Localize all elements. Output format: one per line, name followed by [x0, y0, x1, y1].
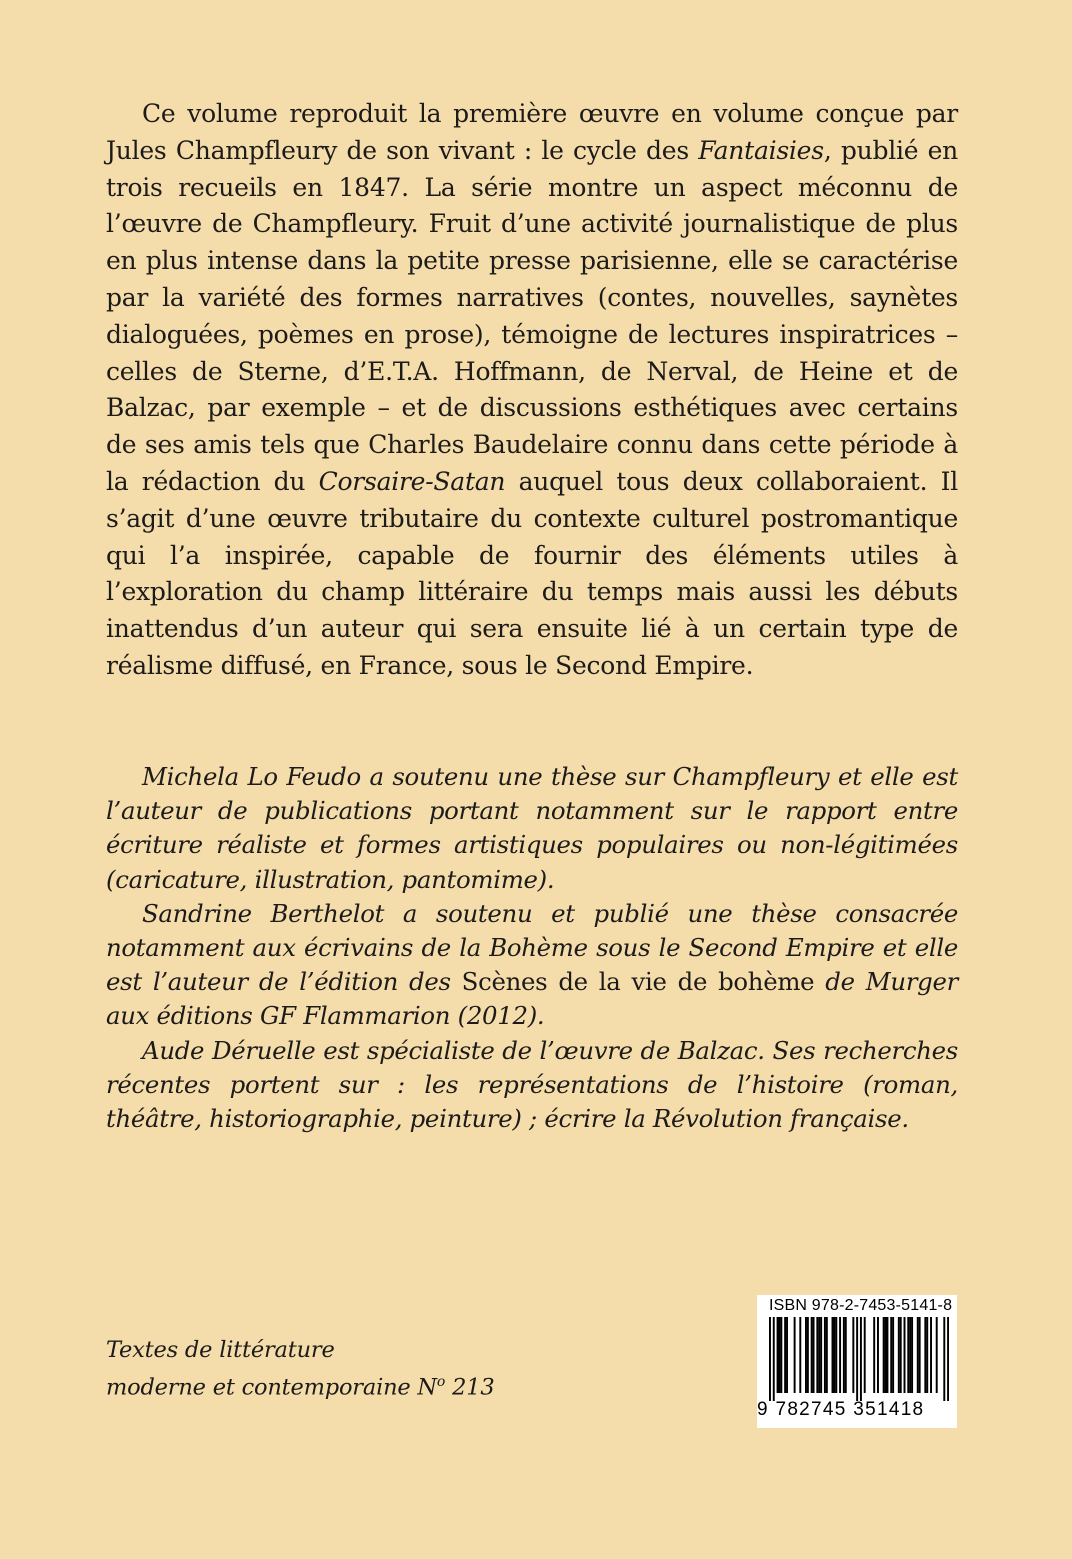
barcode-bar: [885, 1317, 887, 1393]
barcode-bar: [926, 1317, 928, 1393]
series-number: 213: [445, 1374, 495, 1401]
barcode-bar: [816, 1317, 818, 1393]
bio-berthelot-text-2: de Murger aux éditions GF Flammarion (2012).: [106, 967, 958, 1031]
bio-michela-lo-feudo: Michela Lo Feudo a soutenu une thèse sur Champfleury et elle est l’auteur de publications portant notamment sur le rapport entre écriture réaliste et formes artistiques populaires ou non-légitimées (caricature, illustration, pantomime).: [106, 762, 958, 894]
barcode-bar: [900, 1317, 902, 1393]
barcode-bar: [943, 1317, 945, 1401]
summary-paragraph: [106, 96, 958, 685]
series-line-2-text: moderne et contemporaine N: [106, 1374, 437, 1401]
series-line-2: [106, 1366, 494, 1404]
author-bios: [106, 760, 958, 1136]
barcode-bar: [833, 1317, 835, 1393]
barcode-bar: [892, 1317, 894, 1393]
summary-text-3: auquel tous deux collaboraient. Il s’agit d’une œuvre tributaire du contexte culturel postromantique qui l’a inspirée, capable de fournir des éléments utiles à l’exploration du champ littéraire du temps mais aussi les débuts inattendus d’un auteur qui sera ensuite lié à un certain type de réalisme diffusé, en France, sous le Second Empire.: [106, 466, 958, 680]
bio-sandrine-berthelot: [106, 897, 958, 1034]
barcode-bar: [883, 1317, 885, 1393]
barcode-bar: [835, 1317, 837, 1393]
barcode-bar: [930, 1317, 932, 1393]
barcode-bar: [864, 1317, 866, 1393]
barcode-bar: [813, 1317, 815, 1393]
barcode-bar: [852, 1317, 854, 1393]
barcode-bar: [845, 1317, 847, 1393]
barcode-bar: [832, 1317, 834, 1393]
isbn-barcode: [757, 1295, 957, 1428]
barcode-bar: [947, 1317, 949, 1401]
barcode-bar: [778, 1317, 780, 1393]
barcode-bar: [890, 1317, 892, 1393]
series-line-1: Textes de littérature: [106, 1337, 335, 1363]
bio-aude-deruelle: Aude Déruelle est spécialiste de l’œuvre de Balzac. Ses recherches récentes portent sur : les représentations de l’histoire (roman, théâtre, historiographie, peinture) ; écrire la Révolution française.: [106, 1035, 958, 1134]
barcode-bar: [769, 1317, 771, 1401]
series-title: [106, 1334, 494, 1404]
barcode-bar: [777, 1317, 779, 1393]
barcode-bar: [799, 1317, 801, 1393]
barcode-bar: [780, 1317, 782, 1393]
barcode-bar: [811, 1317, 813, 1393]
barcode-bar: [818, 1317, 820, 1393]
series-number-sup: o: [436, 1374, 446, 1390]
barcode-bar: [856, 1317, 858, 1401]
barcode-bar: [877, 1317, 879, 1393]
bio-berthelot-text-1: Sandrine Berthelot a soutenu et publié une thèse consacrée notamment aux écrivains de la Bohème sous le Second Empire et elle est l’auteur de l’édition des: [106, 898, 958, 997]
barcode-bar: [820, 1317, 822, 1393]
barcode-bar: [824, 1317, 826, 1393]
barcode-bar: [907, 1317, 909, 1393]
barcode-bar: [843, 1317, 845, 1393]
barcode-digits: 9 782745 351418: [757, 1399, 925, 1420]
isbn-label: ISBN 978-2-7453-5141-8: [769, 1297, 953, 1314]
barcode-bar: [898, 1317, 900, 1393]
barcode-bar: [794, 1317, 796, 1393]
barcode-bar: [904, 1317, 906, 1393]
barcode-bar: [909, 1317, 911, 1393]
barcode-bar: [860, 1317, 862, 1401]
title-fantaisies: Fantaisies: [698, 135, 824, 165]
title-scenes-vie-boheme: Scènes de la vie de bohème: [461, 967, 815, 997]
barcode-bars: [769, 1317, 949, 1401]
summary-text-2: , publié en trois recueils en 1847. La série montre un aspect méconnu de l’œuvre de Champfleury. Fruit d’une activité journalistique de plus en plus intense dans la petite presse parisienne, elle se caractérise par la variété des formes narratives (contes, nouvelles, saynètes dialoguées, poèmes en prose), témoigne de lectures inspiratrices – celles de Sterne, d’E.T.A. Hoffmann, de Nerval, de Heine et de Balzac, par exemple – et de discussions esthétiques avec certains de ses amis tels que Charles Baudelaire connu dans cette période à la rédaction du: [106, 135, 958, 496]
barcode-bar: [924, 1317, 926, 1393]
barcode-bar: [919, 1317, 921, 1393]
barcode-bar: [917, 1317, 919, 1393]
barcode-bar: [805, 1317, 807, 1393]
barcode-bar: [807, 1317, 809, 1393]
barcode-bar: [873, 1317, 875, 1393]
barcode-bar: [784, 1317, 786, 1393]
barcode-bar: [786, 1317, 788, 1393]
barcode-bar: [886, 1317, 888, 1393]
title-corsaire-satan: Corsaire-Satan: [318, 466, 506, 496]
barcode-bar: [936, 1317, 938, 1393]
barcode-bar: [826, 1317, 828, 1393]
barcode-bar: [911, 1317, 913, 1393]
summary-text-1: Ce volume reproduit la première œuvre en volume conçue par Jules Champfleury de son vivant : le cycle des: [106, 99, 958, 165]
barcode-bar: [773, 1317, 775, 1401]
barcode-bar: [839, 1317, 841, 1393]
